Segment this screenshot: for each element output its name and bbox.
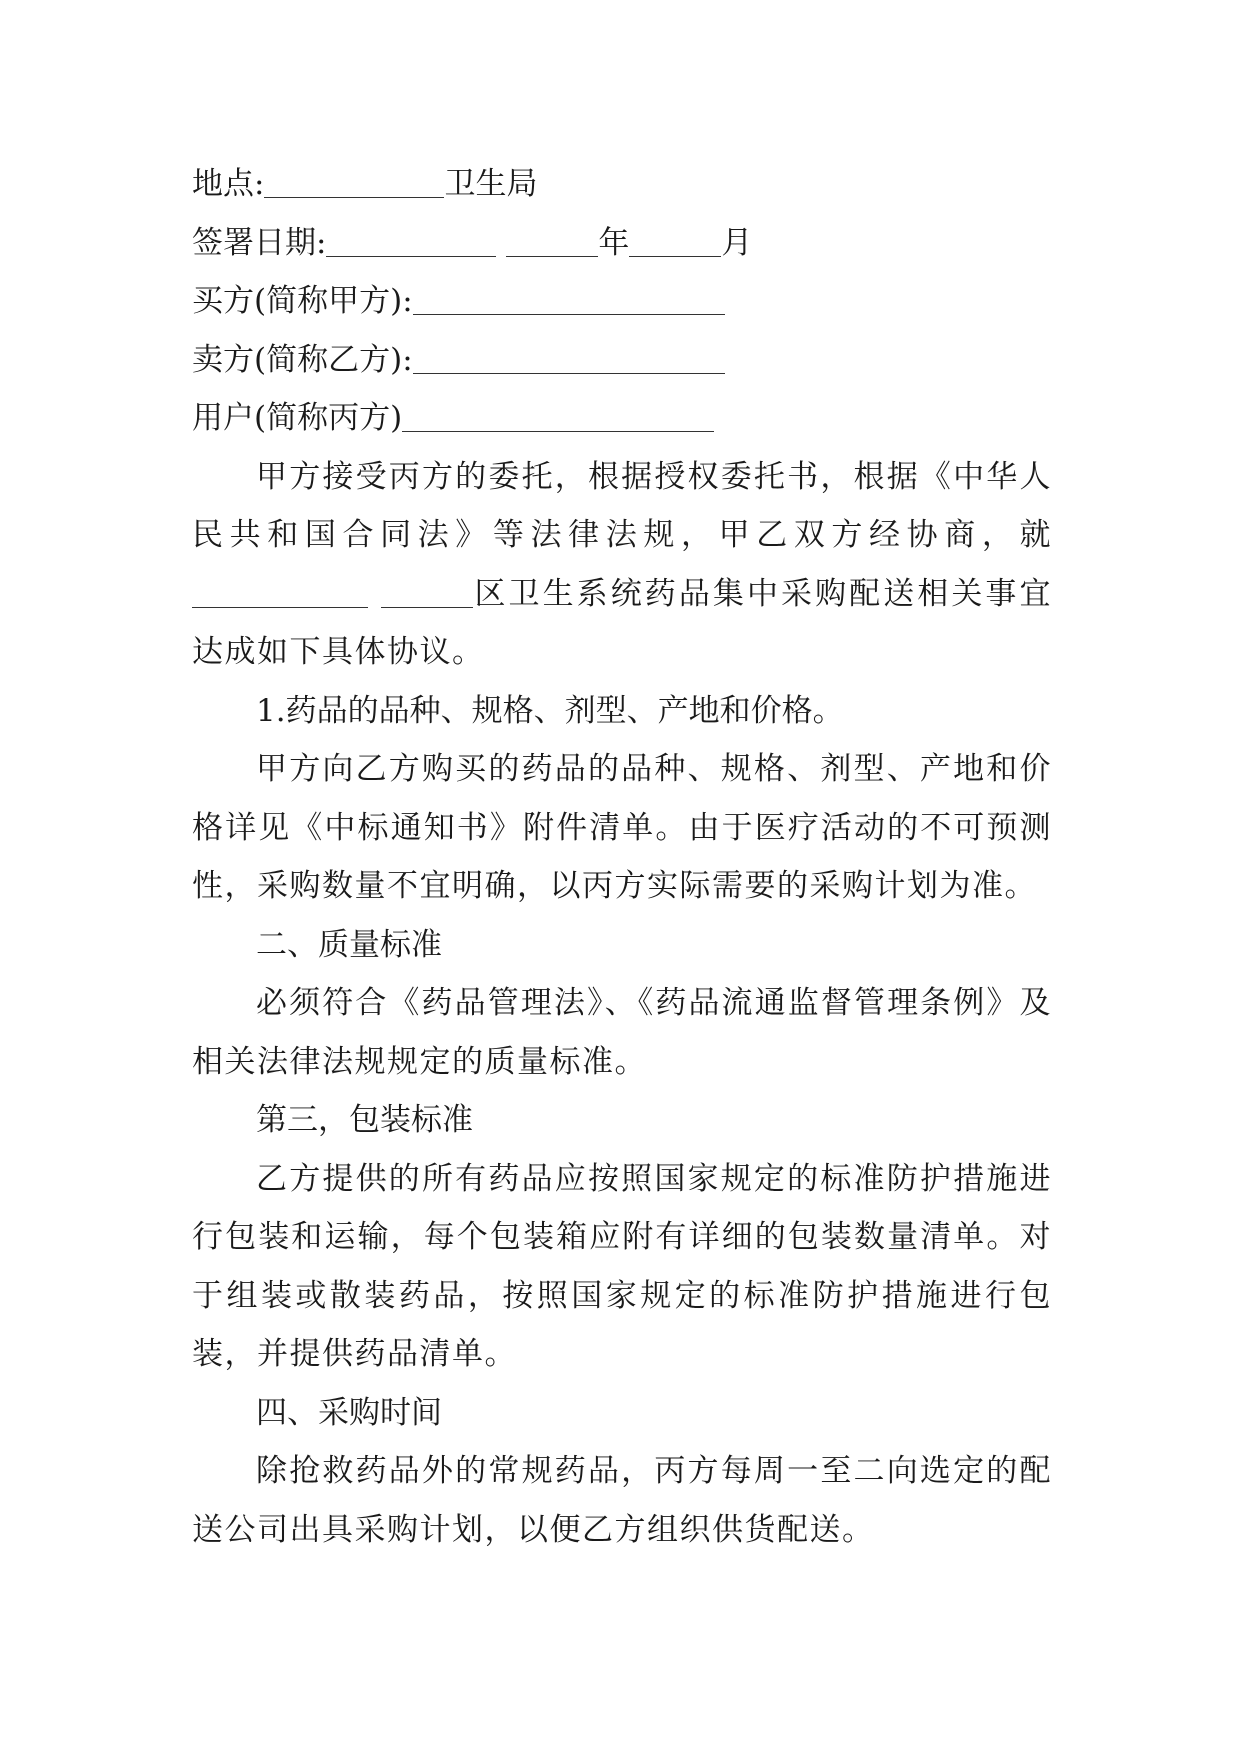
date-label: 签署日期: bbox=[192, 224, 327, 261]
seller-blank[interactable] bbox=[413, 342, 725, 374]
seller-label: 卖方(简称乙方): bbox=[192, 341, 413, 378]
seller-line bbox=[192, 331, 1052, 390]
buyer-blank[interactable] bbox=[413, 283, 725, 315]
location-line bbox=[192, 155, 1052, 214]
user-line bbox=[192, 389, 1052, 448]
date-blank-month[interactable] bbox=[629, 225, 721, 257]
section3-heading: 第三，包装标准 bbox=[256, 1102, 473, 1138]
intro-text-part1: 甲方接受丙方的委托，根据授权委托书，根据《中华人民共和国合同法》等法律法规，甲乙双方经协商，就 bbox=[192, 458, 1052, 553]
section4-text: 除抢救药品外的常规药品，丙方每周一至二向选定的配送公司出具采购计划，以便乙方组织供货配送。 bbox=[192, 1453, 1052, 1548]
buyer-line bbox=[192, 272, 1052, 331]
section2-text: 必须符合《药品管理法》、《药品流通监督管理条例》及相关法律法规规定的质量标准。 bbox=[192, 985, 1052, 1080]
date-line bbox=[192, 214, 1052, 273]
location-blank[interactable] bbox=[264, 166, 444, 198]
date-month-label: 月 bbox=[721, 224, 753, 261]
user-blank[interactable] bbox=[402, 400, 714, 432]
location-label: 地点: bbox=[192, 166, 265, 202]
date-blank-year[interactable] bbox=[506, 225, 598, 257]
date-year-label: 年 bbox=[598, 224, 630, 261]
section4-heading: 四、采购时间 bbox=[256, 1394, 442, 1431]
section1-heading: 1.药品的品种、规格、剂型、产地和价格。 bbox=[256, 692, 844, 729]
buyer-label: 买方(简称甲方): bbox=[192, 283, 413, 319]
section3-text: 乙方提供的所有药品应按照国家规定的标准防护措施进行包装和运输，每个包装箱应附有详细的包装数量清单。对于组装或散装药品，按照国家规定的标准防护措施进行包装，并提供药品清单。 bbox=[192, 1160, 1052, 1372]
section1-text: 甲方向乙方购买的药品的品种、规格、剂型、产地和价格详见《中标通知书》附件清单。由于医疗活动的不可预测性，采购数量不宜明确，以丙方实际需要的采购计划为准。 bbox=[192, 751, 1052, 904]
district-blank-1[interactable] bbox=[192, 576, 368, 608]
location-suffix: 卫生局 bbox=[444, 166, 538, 202]
contract-body bbox=[192, 155, 1052, 1559]
district-blank-2[interactable] bbox=[381, 576, 473, 608]
intro-paragraph bbox=[192, 448, 1052, 682]
intro-text-part2: 区卫生系统药品集中采购配送相关事宜达成如下具体协议。 bbox=[192, 575, 1052, 670]
date-blank-1[interactable] bbox=[326, 225, 496, 257]
section2-heading: 二、质量标准 bbox=[256, 926, 442, 963]
user-label: 用户(简称丙方) bbox=[192, 400, 403, 436]
